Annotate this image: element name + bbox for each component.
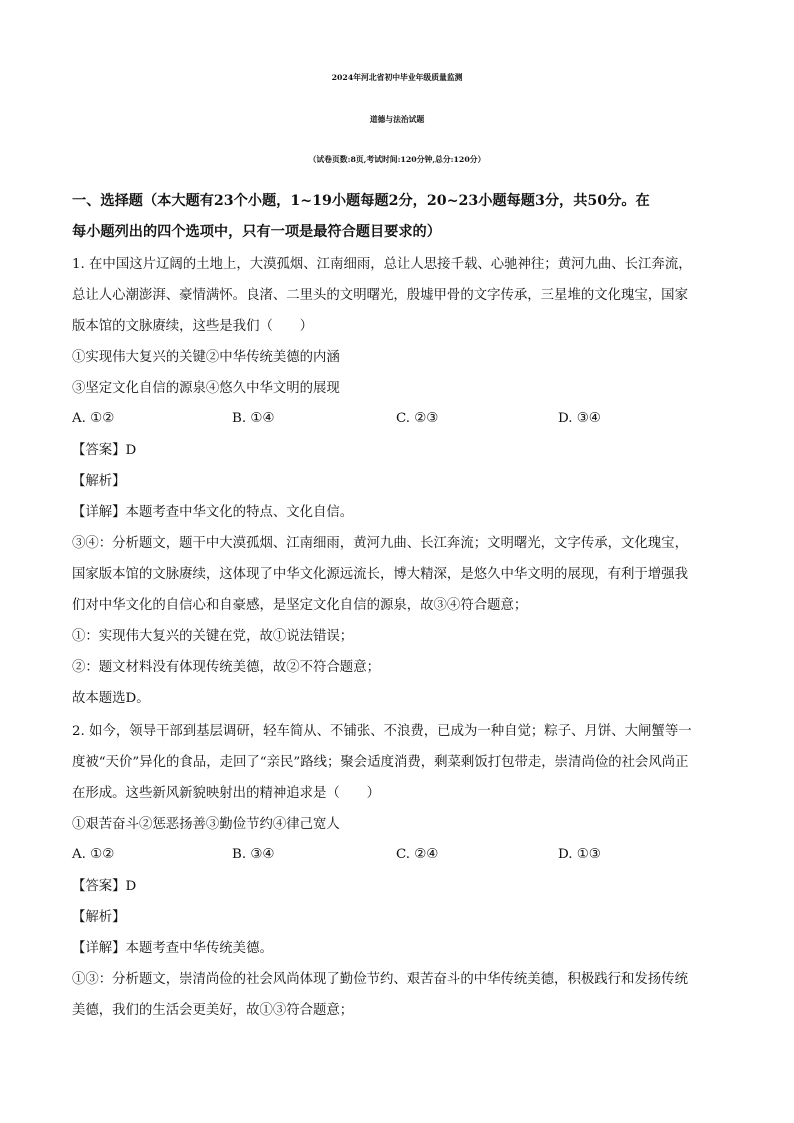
subject-title: 道德与法治试题: [369, 115, 425, 124]
q1-option-c: C. ②③: [396, 411, 439, 426]
section-heading-line2: 每小题列出的四个选项中，只有一项是最符合题目要求的）: [72, 224, 441, 240]
q2-answer: 【答案】D: [72, 879, 137, 894]
q1-stem-line1: 1. 在中国这片辽阔的土地上，大漠孤烟、江南细雨，总让人思接千载、心驰神往；黄河九曲、长江奔流，: [72, 257, 692, 272]
q1-detail: 【详解】本题考查中华文化的特点、文化自信。: [72, 505, 354, 520]
q1-explanation-line3: 们对中华文化的自信心和自豪感，是坚定文化自信的源泉，故③④符合题意；: [72, 598, 528, 613]
q2-option-a: A. ①②: [72, 847, 115, 862]
q1-option-a: A. ①②: [72, 411, 115, 426]
q2-stem-line1: 2. 如今，领导干部到基层调研，轻车简从、不铺张、不浪费，已成为一种自觉；粽子、月饼、大闸蟹等一: [72, 724, 692, 739]
q1-stem-line2: 总让人心潮澎湃、豪情满怀。良渚、二里头的文明曙光，殷墟甲骨的文字传承，三星堆的文化瑰宝，国家: [72, 288, 688, 303]
q2-stem-line2: 度被“天价”异化的食品，走回了“亲民”路线；聚会适度消费，剩菜剩饭打包带走，崇清尚俭的社会风尚正: [72, 755, 689, 770]
section-heading-line1: 一、选择题（本大题有23个小题，1~19小题每题2分，20~23小题每题3分，共50分。在: [72, 193, 650, 209]
q1-answer: 【答案】D: [72, 443, 137, 458]
q1-items-line2: ③坚定文化自信的源泉④悠久中华文明的展现: [72, 381, 340, 396]
q1-items-line1: ①实现伟大复兴的关键②中华传统美德的内涵: [72, 350, 340, 365]
exam-title: 2024年河北省初中毕业年级质量监测: [331, 73, 463, 82]
q2-detail: 【详解】本题考查中华传统美德。: [72, 941, 273, 956]
q1-explanation-line4: ①：实现伟大复兴的关键在党，故①说法错误；: [72, 629, 354, 644]
q1-conclusion: 故本题选D。: [72, 691, 150, 706]
q1-explanation-line1: ③④：分析题文，题干中大漠孤烟、江南细雨，黄河九曲、长江奔流；文明曙光，文字传承，文化瑰宝，: [72, 536, 688, 551]
q1-explanation-line5: ②：题文材料没有体现传统美德，故②不符合题意；: [72, 660, 380, 675]
q1-option-b: B. ①④: [232, 411, 275, 426]
q2-analysis-label: 【解析】: [72, 910, 126, 925]
q2-explanation-line2: 美德，我们的生活会更美好，故①③符合题意；: [72, 1003, 354, 1018]
q2-explanation-line1: ①③：分析题文，崇清尚俭的社会风尚体现了勤俭节约、艰苦奋斗的中华传统美德，积极践行和发扬传统: [72, 972, 688, 987]
q2-option-d: D. ①③: [558, 847, 601, 862]
q2-option-c: C. ②④: [396, 847, 439, 862]
q1-option-d: D. ③④: [558, 411, 601, 426]
q2-option-b: B. ③④: [232, 847, 275, 862]
q1-stem-line3: 版本馆的文脉赓续，这些是我们（ ）: [72, 319, 314, 334]
q2-stem-line3: 在形成。这些新风新貌映射出的精神追求是（ ）: [72, 786, 380, 801]
q2-items-line1: ①艰苦奋斗②惩恶扬善③勤俭节约④律己宽人: [72, 817, 340, 832]
q1-analysis-label: 【解析】: [72, 474, 126, 489]
q1-explanation-line2: 国家版本馆的文脉赓续，这体现了中华文化源远流长，博大精深，是悠久中华文明的展现，有利于增强我: [72, 567, 688, 582]
exam-info: （试卷页数:8页,考试时间:120分钟,总分:120分）: [308, 155, 486, 164]
